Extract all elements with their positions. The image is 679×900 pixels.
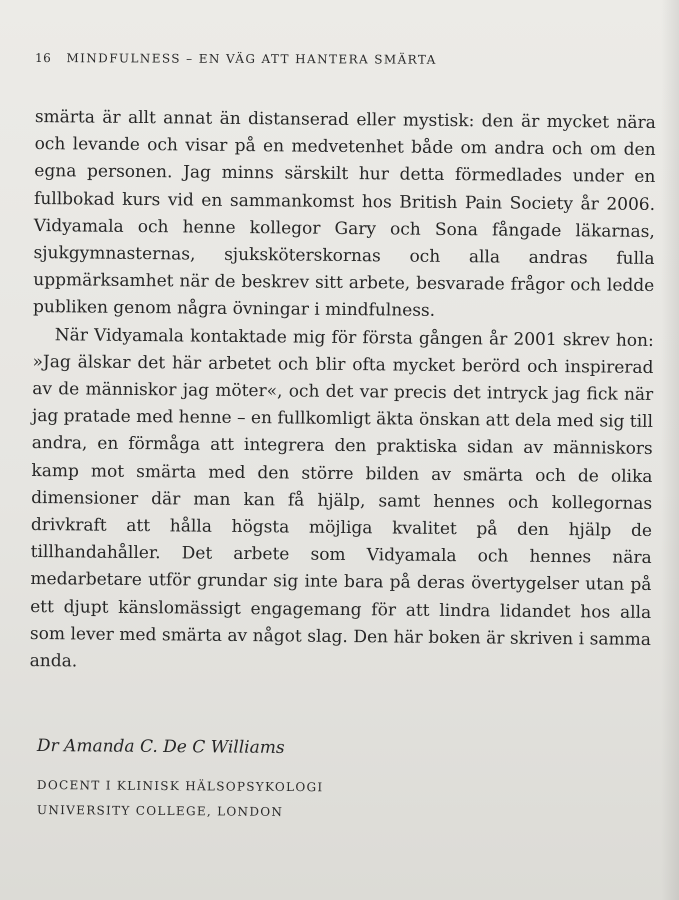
paragraph: När Vidyamala kontaktade mig för första gången år 2001 skrev hon: »Jag älskar det här arbetet och blir ofta mycket berörd och inspirerad av de människor jag möter«, och det var precis det intryck jag fick när jag pratade med henne – en fullkomligt äkta önskan att dela med sig till andra, en förmåga att integrera den praktiska sidan av människors kamp mot smärta med den större bilden av smärta och de olika dimensioner där man kan få hjälp, samt hennes och kollegornas drivkraft att hålla högsta möjliga kvalitet på den hjälp de tillhandahåller. Det arbete som Vidyamala och hennes nära medarbetare utför grundar sig inte bara på deras övertygelser utan på ett djupt känslomässigt engagemang för att lindra lidandet hos alla som lever med smärta av något slag. Den här boken är skriven i samma anda. (29, 324, 654, 672)
paragraph-continued: smärta är allt annat än distanserad eller mystisk: den är mycket nära och levande och visar på en medvetenhet både om andra och om den egna personen. Jag minns särskilt hur detta förmedlades under en fullbokad kurs vid en sammankomst hos British Pain Society år 2006. Vidyamala och henne kollegor Gary och Sona fångade läkarnas, sjukgymnasternas, sjuksköterskornas och alla andras fulla uppmärksamhet när de beskrev sitt arbete, besvarade frågor och ledde publiken genom några övningar i mindfulness. (32, 106, 656, 322)
running-header (35, 51, 655, 68)
body-text (30, 104, 656, 681)
running-title: MINDFULNESS – EN VÄG ATT HANTERA SMÄRTA (66, 51, 437, 67)
author-signature: Dr Amanda C. De C Williams (36, 736, 285, 758)
author-title: DOCENT I KLINISK HÄLSOPSYKOLOGI (36, 778, 324, 795)
page-number: 16 (34, 51, 52, 66)
author-institution: UNIVERSITY COLLEGE, LONDON (36, 803, 284, 819)
page-edge-shadow (661, 0, 679, 900)
